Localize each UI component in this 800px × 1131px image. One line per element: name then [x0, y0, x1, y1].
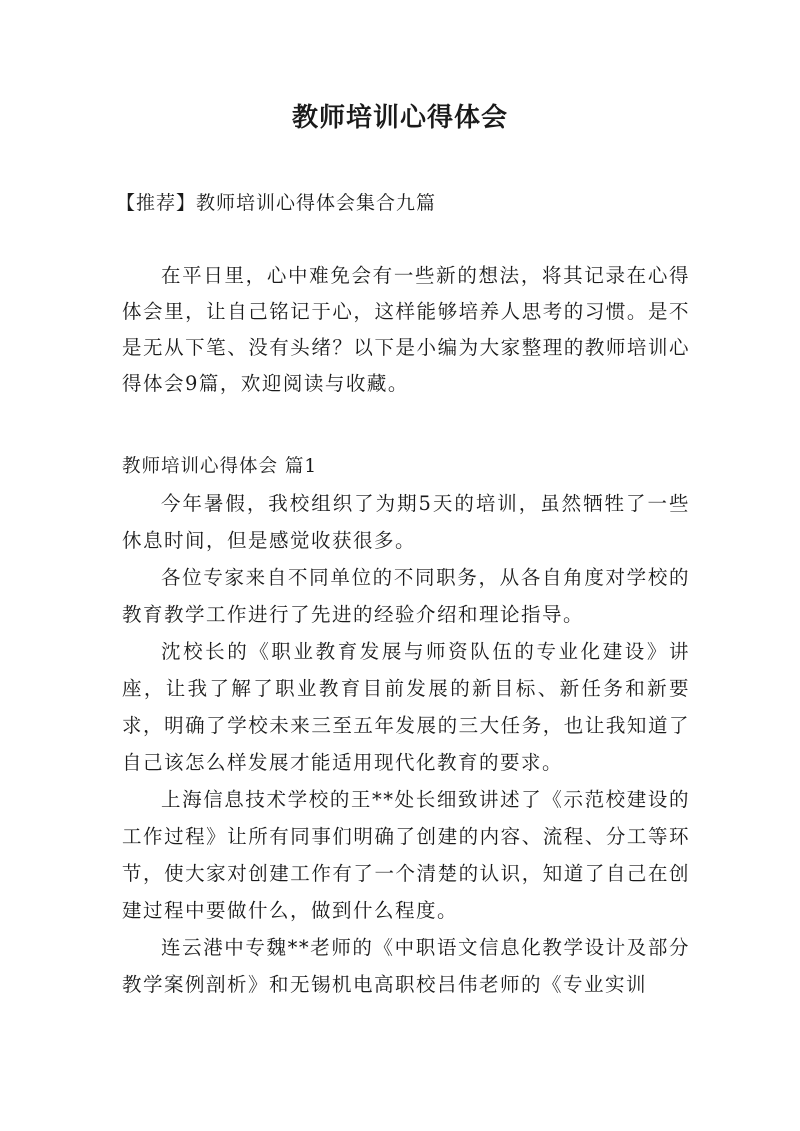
body-paragraph: 上海信息技术学校的王**处长细致讲述了《示范校建设的工作过程》让所有同事们明确了创建的内容、流程、分工等环节，使大家对创建工作有了一个清楚的认识，知道了自己在创建过程中要做什么，做到什么程度。 — [122, 788, 690, 922]
body-paragraph: 今年暑假，我校组织了为期5天的培训，虽然牺牲了一些休息时间，但是感觉收获很多。 — [122, 492, 690, 552]
section-heading: 教师培训心得体会 篇1 — [122, 456, 318, 477]
body-paragraph: 沈校长的《职业教育发展与师资队伍的专业化建设》讲座，让我了解了职业教育目前发展的新目标、新任务和新要求，明确了学校未来三至五年发展的三大任务，也让我知道了自己该怎么样发展才能适用现代化教育的要求。 — [122, 640, 690, 774]
intro-paragraph: 在平日里，心中难免会有一些新的想法，将其记录在心得体会里，让自己铭记于心，这样能够培养人思考的习惯。是不是无从下笔、没有头绪？以下是小编为大家整理的教师培训心得体会9篇，欢迎阅读与收藏。 — [122, 264, 690, 395]
document-subtitle: 【推荐】教师培训心得体会集合九篇 — [116, 192, 437, 214]
document-title: 教师培训心得体会 — [291, 103, 508, 133]
body-paragraph: 连云港中专魏**老师的《中职语文信息化教学设计及部分教学案例剖析》和无锡机电高职校吕伟老师的《专业实训 — [122, 936, 690, 996]
section-body — [122, 485, 690, 1003]
intro-block — [122, 258, 690, 402]
body-paragraph: 各位专家来自不同单位的不同职务，从各自角度对学校的教育教学工作进行了先进的经验介绍和理论指导。 — [122, 566, 690, 626]
